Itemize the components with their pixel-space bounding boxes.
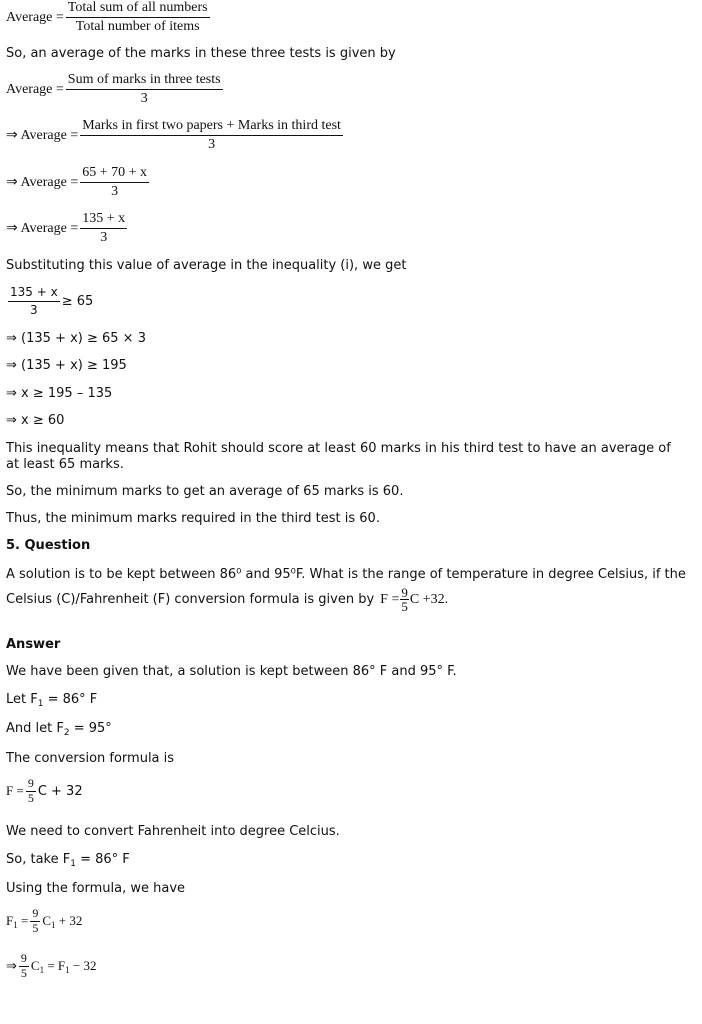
denominator: 3: [208, 137, 216, 152]
paragraph: So, the minimum marks to get an average of 65 marks is 60.: [6, 484, 404, 499]
fraction: [66, 0, 210, 35]
subscript: 2: [63, 728, 70, 738]
denominator: 3: [140, 91, 148, 106]
answer-text: [6, 852, 130, 872]
equation-lhs: Average =: [6, 9, 64, 25]
numerator: Marks in first two papers + Marks in third test: [80, 118, 343, 136]
step-line: ⇒ x ≥ 195 – 135: [6, 386, 113, 401]
numerator: 9: [32, 906, 39, 920]
text: − 32: [69, 957, 97, 973]
subscript: 1: [65, 964, 70, 975]
denominator: Total number of items: [75, 19, 200, 34]
equation-rhs: [42, 913, 82, 930]
step-line: ⇒ (135 + x) ≥ 195: [6, 358, 127, 373]
subscript: 1: [51, 919, 56, 930]
equation-lhs: ⇒ Average =: [6, 175, 79, 190]
denominator: 5: [32, 921, 39, 935]
equation: [6, 118, 345, 153]
equation: [6, 165, 151, 200]
fraction: [80, 211, 127, 246]
answer-text: [6, 692, 97, 712]
fraction: [19, 952, 29, 980]
numerator: 9: [401, 585, 408, 600]
equation-rhs: C + 32: [37, 783, 83, 799]
equation-lhs: [6, 913, 28, 930]
numerator: Total sum of all numbers: [66, 0, 210, 18]
text: + 32: [55, 912, 83, 928]
denominator: 3: [100, 230, 108, 245]
equation: [6, 907, 82, 935]
subscript: 1: [37, 699, 44, 709]
paragraph: This inequality means that Rohit should score at least 60 marks in his third test to have an average of at least 65 marks.: [6, 441, 671, 472]
fraction: [80, 165, 149, 200]
denominator: 5: [27, 791, 34, 805]
fraction: [80, 118, 343, 153]
fraction: [26, 777, 36, 805]
fraction: [66, 72, 223, 107]
numerator: 9: [27, 776, 34, 790]
denominator: 3: [30, 303, 38, 317]
text: F: [6, 912, 14, 928]
equation: [6, 952, 96, 980]
denominator: 5: [20, 966, 27, 980]
subscript: 1: [39, 964, 45, 975]
answer-heading: Answer: [6, 637, 61, 652]
question-text: Celsius (C)/Fahrenheit (F) conversion formula is given by: [6, 592, 375, 607]
answer-text: [6, 721, 112, 741]
answer-text: Using the formula, we have: [6, 881, 186, 896]
fraction: [30, 907, 40, 935]
implies-symbol: ⇒: [6, 958, 17, 973]
numerator: 135 + x: [80, 211, 127, 229]
numerator: 135 + x: [8, 284, 60, 302]
text: C: [30, 957, 40, 973]
text: C: [42, 912, 51, 928]
formula-fraction: [400, 586, 409, 613]
question-text: A solution is to be kept between 86⁰ and 95⁰F. What is the range of temperature in degree Celsius, if the: [6, 567, 686, 582]
inequality-rhs: ≥ 65: [61, 294, 94, 309]
numerator: 9: [20, 951, 27, 965]
inequality-equation: [6, 284, 93, 319]
answer-text: We have been given that, a solution is kept between 86° F and 95° F.: [6, 664, 457, 679]
numerator: 65 + 70 + x: [80, 165, 149, 183]
formula-lhs: F =: [380, 591, 400, 607]
step-line: ⇒ x ≥ 60: [6, 413, 65, 428]
average-definition-equation: [6, 0, 212, 35]
text: = 86° F: [43, 692, 98, 707]
denominator: 5: [401, 599, 408, 614]
equation-lhs: Average =: [6, 81, 64, 97]
paragraph: Substituting this value of average in the inequality (i), we get: [6, 258, 407, 273]
paragraph: Thus, the minimum marks required in the third test is 60.: [6, 511, 380, 526]
text: = 95°: [69, 721, 112, 736]
question-heading: 5. Question: [6, 538, 91, 553]
text: =: [17, 912, 29, 928]
text: Let F: [6, 692, 38, 707]
subscript: 1: [13, 919, 18, 930]
conversion-formula: [6, 777, 83, 805]
text: = 86° F: [75, 852, 130, 867]
equation: [6, 211, 129, 246]
text: So, take F: [6, 852, 71, 867]
text: And let F: [6, 721, 64, 736]
answer-text: The conversion formula is: [6, 751, 175, 766]
step-line: ⇒ (135 + x) ≥ 65 × 3: [6, 331, 146, 346]
answer-text: We need to convert Fahrenheit into degree Celcius.: [6, 824, 340, 839]
subscript: 1: [70, 859, 76, 869]
equation-lhs: ⇒ Average =: [6, 128, 79, 143]
denominator: 3: [111, 184, 119, 199]
paragraph: So, an average of the marks in these three tests is given by: [6, 46, 396, 61]
equation: [6, 72, 225, 107]
question-text-line2: [6, 586, 448, 613]
formula-rhs: C +32.: [409, 591, 449, 607]
equation-lhs: F =: [6, 783, 24, 798]
numerator: Sum of marks in three tests: [66, 72, 223, 90]
text: = F: [44, 957, 66, 973]
fraction: [8, 284, 60, 319]
equation-lhs: ⇒ Average =: [6, 221, 79, 236]
equation-rhs: [31, 958, 97, 975]
